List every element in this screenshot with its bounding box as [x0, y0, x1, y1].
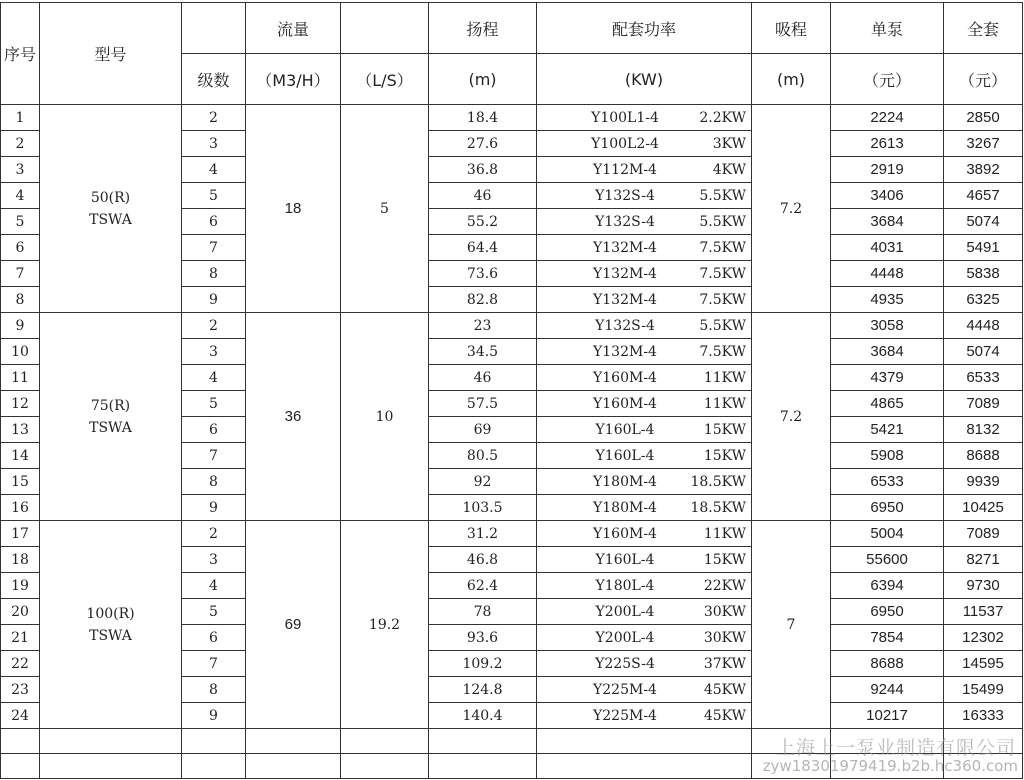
row-power: [537, 209, 752, 235]
empty-cell: [429, 729, 537, 754]
row-unit-price: 3058: [831, 313, 944, 339]
empty-cell: [246, 729, 341, 754]
row-set-price: 15499: [944, 677, 1023, 703]
motor-model: Y132S-4: [595, 213, 655, 230]
row-set-price: 10425: [944, 495, 1023, 521]
row-seq: 18: [1, 547, 40, 573]
row-set-price: 12302: [944, 625, 1023, 651]
motor-kw: 7.5KW: [699, 343, 746, 360]
row-seq: 14: [1, 443, 40, 469]
model-line-1: 100(R): [86, 605, 135, 622]
flow-m3h-cell: 69: [246, 521, 341, 729]
row-stage: 7: [182, 443, 246, 469]
row-head: 55.2: [429, 209, 537, 235]
row-set-price: 7089: [944, 391, 1023, 417]
motor-model: Y200L-4: [595, 603, 655, 620]
row-power: [537, 651, 752, 677]
row-unit-price: 2919: [831, 157, 944, 183]
row-stage: 7: [182, 235, 246, 261]
row-head: 80.5: [429, 443, 537, 469]
watermark-company: 上海上一泵业制造有限公司: [775, 737, 1016, 759]
row-power: [537, 521, 752, 547]
row-seq: 3: [1, 157, 40, 183]
motor-kw: 30KW: [703, 629, 746, 646]
row-seq: 4: [1, 183, 40, 209]
header-head-unit: (m): [429, 54, 537, 105]
empty-cell: [341, 754, 429, 779]
row-set-price: 8132: [944, 417, 1023, 443]
row-head: 36.8: [429, 157, 537, 183]
header-unit-price-unit: （元）: [831, 54, 944, 105]
row-head: 57.5: [429, 391, 537, 417]
suction-cell: 7.2: [752, 313, 831, 521]
row-power: [537, 391, 752, 417]
motor-kw: 11KW: [703, 525, 746, 542]
row-stage: 8: [182, 677, 246, 703]
model-line-1: 50(R): [90, 189, 131, 206]
row-unit-price: 2224: [831, 105, 944, 131]
header-blank: [182, 3, 246, 54]
suction-cell: 7.2: [752, 105, 831, 313]
row-set-price: 4448: [944, 313, 1023, 339]
watermark-site: zyw18301979419.b2b.hc360.com: [762, 757, 1018, 775]
empty-cell: [246, 754, 341, 779]
motor-kw: 11KW: [703, 369, 746, 386]
row-stage: 2: [182, 313, 246, 339]
row-head: 124.8: [429, 677, 537, 703]
motor-model: Y225S-4: [595, 655, 655, 672]
header-seq: 序号: [1, 3, 40, 105]
row-stage: 9: [182, 703, 246, 729]
row-unit-price: 4935: [831, 287, 944, 313]
row-head: 18.4: [429, 105, 537, 131]
row-set-price: 5074: [944, 339, 1023, 365]
row-stage: 5: [182, 391, 246, 417]
row-set-price: 6533: [944, 365, 1023, 391]
row-head: 140.4: [429, 703, 537, 729]
row-head: 103.5: [429, 495, 537, 521]
row-unit-price: 6533: [831, 469, 944, 495]
row-head: 23: [429, 313, 537, 339]
row-stage: 3: [182, 131, 246, 157]
header-row-1: [1, 3, 1023, 54]
motor-model: Y132S-4: [595, 187, 655, 204]
row-seq: 8: [1, 287, 40, 313]
row-unit-price: 5421: [831, 417, 944, 443]
row-stage: 4: [182, 157, 246, 183]
motor-model: Y132M-4: [593, 291, 657, 308]
motor-model: Y132M-4: [593, 343, 657, 360]
row-power: [537, 599, 752, 625]
row-seq: 7: [1, 261, 40, 287]
row-set-price: 5838: [944, 261, 1023, 287]
motor-kw: 37KW: [703, 655, 746, 672]
row-head: 27.6: [429, 131, 537, 157]
row-head: 46: [429, 365, 537, 391]
row-set-price: 9939: [944, 469, 1023, 495]
empty-cell: [1, 754, 40, 779]
row-seq: 15: [1, 469, 40, 495]
row-head: 92: [429, 469, 537, 495]
row-unit-price: 6950: [831, 495, 944, 521]
model-cell: [40, 521, 182, 729]
row-seq: 21: [1, 625, 40, 651]
row-set-price: 14595: [944, 651, 1023, 677]
row-head: 78: [429, 599, 537, 625]
motor-kw: 45KW: [703, 707, 746, 724]
motor-model: Y132S-4: [595, 317, 655, 334]
row-head: 31.2: [429, 521, 537, 547]
row-stage: 6: [182, 209, 246, 235]
header-flow-unit-m3h: （M3/H）: [246, 54, 341, 105]
header-flow-unit-ls: （L/S）: [341, 54, 429, 105]
motor-model: Y180L-4: [595, 577, 655, 594]
motor-kw: 11KW: [703, 395, 746, 412]
row-set-price: 5074: [944, 209, 1023, 235]
row-seq: 6: [1, 235, 40, 261]
row-seq: 12: [1, 391, 40, 417]
row-set-price: 16333: [944, 703, 1023, 729]
motor-model: Y160L-4: [595, 421, 655, 438]
row-seq: 10: [1, 339, 40, 365]
motor-model: Y160M-4: [593, 369, 657, 386]
row-set-price: 9730: [944, 573, 1023, 599]
row-unit-price: 6950: [831, 599, 944, 625]
motor-kw: 7.5KW: [699, 291, 746, 308]
empty-cell: [182, 754, 246, 779]
header-flow-blank: [341, 3, 429, 54]
row-seq: 5: [1, 209, 40, 235]
row-set-price: 7089: [944, 521, 1023, 547]
motor-kw: 2.2KW: [699, 109, 746, 126]
motor-model: Y112M-4: [593, 161, 657, 178]
row-set-price: 6325: [944, 287, 1023, 313]
row-head: 46: [429, 183, 537, 209]
motor-model: Y200L-4: [595, 629, 655, 646]
table-row: [1, 521, 1023, 547]
motor-model: Y132M-4: [593, 265, 657, 282]
row-head: 82.8: [429, 287, 537, 313]
empty-cell: [1, 729, 40, 754]
row-power: [537, 443, 752, 469]
row-set-price: 8271: [944, 547, 1023, 573]
row-seq: 13: [1, 417, 40, 443]
row-seq: 1: [1, 105, 40, 131]
row-stage: 8: [182, 261, 246, 287]
row-unit-price: 3406: [831, 183, 944, 209]
flow-m3h-cell: 36: [246, 313, 341, 521]
header-power-unit: (KW): [537, 54, 752, 105]
motor-kw: 5.5KW: [699, 187, 746, 204]
header-suction: 吸程: [752, 3, 831, 54]
row-seq: 11: [1, 365, 40, 391]
empty-cell: [40, 754, 182, 779]
motor-kw: 18.5KW: [690, 499, 746, 516]
row-power: [537, 703, 752, 729]
row-unit-price: 10217: [831, 703, 944, 729]
row-power: [537, 183, 752, 209]
row-unit-price: 4031: [831, 235, 944, 261]
row-power: [537, 573, 752, 599]
row-unit-price: 5004: [831, 521, 944, 547]
suction-cell: 7: [752, 521, 831, 729]
header-set-price: 全套: [944, 3, 1023, 54]
row-head: 93.6: [429, 625, 537, 651]
row-unit-price: 8688: [831, 651, 944, 677]
motor-kw: 5.5KW: [699, 317, 746, 334]
motor-model: Y225M-4: [593, 707, 657, 724]
row-seq: 19: [1, 573, 40, 599]
motor-model: Y180M-4: [593, 499, 657, 516]
row-power: [537, 261, 752, 287]
row-stage: 9: [182, 495, 246, 521]
model-line-1: 75(R): [90, 397, 131, 414]
flow-ls-cell: 19.2: [341, 521, 429, 729]
row-stage: 2: [182, 521, 246, 547]
row-stage: 9: [182, 287, 246, 313]
row-unit-price: 4865: [831, 391, 944, 417]
row-power: [537, 157, 752, 183]
empty-cell: [429, 754, 537, 779]
motor-kw: 15KW: [703, 551, 746, 568]
motor-model: Y160L-4: [595, 447, 655, 464]
row-set-price: 8688: [944, 443, 1023, 469]
row-unit-price: 2613: [831, 131, 944, 157]
row-seq: 20: [1, 599, 40, 625]
motor-kw: 7.5KW: [699, 265, 746, 282]
model-line-2: TSWA: [89, 211, 132, 228]
empty-cell: [341, 729, 429, 754]
header-unit-price: 单泵: [831, 3, 944, 54]
row-power: [537, 365, 752, 391]
header-set-price-unit: （元）: [944, 54, 1023, 105]
row-stage: 8: [182, 469, 246, 495]
row-seq: 16: [1, 495, 40, 521]
motor-kw: 22KW: [703, 577, 746, 594]
motor-kw: 5.5KW: [699, 213, 746, 230]
row-seq: 9: [1, 313, 40, 339]
model-cell: [40, 313, 182, 521]
empty-cell: [40, 729, 182, 754]
row-stage: 3: [182, 339, 246, 365]
row-unit-price: 55600: [831, 547, 944, 573]
motor-model: Y100L2-4: [591, 135, 659, 152]
row-stage: 4: [182, 573, 246, 599]
motor-kw: 30KW: [703, 603, 746, 620]
row-stage: 3: [182, 547, 246, 573]
row-set-price: 5491: [944, 235, 1023, 261]
row-unit-price: 3684: [831, 209, 944, 235]
row-power: [537, 495, 752, 521]
table-row: [1, 105, 1023, 131]
row-power: [537, 417, 752, 443]
pump-price-table: [0, 2, 1023, 779]
motor-kw: 15KW: [703, 421, 746, 438]
model-line-2: TSWA: [89, 419, 132, 436]
row-seq: 24: [1, 703, 40, 729]
row-stage: 4: [182, 365, 246, 391]
row-stage: 5: [182, 183, 246, 209]
header-suction-unit: (m): [752, 54, 831, 105]
row-power: [537, 105, 752, 131]
empty-cell: [537, 754, 752, 779]
row-set-price: 3267: [944, 131, 1023, 157]
row-seq: 22: [1, 651, 40, 677]
flow-ls-cell: 5: [341, 105, 429, 313]
row-unit-price: 6394: [831, 573, 944, 599]
empty-cell: [182, 729, 246, 754]
motor-model: Y160M-4: [593, 395, 657, 412]
row-power: [537, 547, 752, 573]
row-set-price: 4657: [944, 183, 1023, 209]
row-head: 109.2: [429, 651, 537, 677]
motor-model: Y132M-4: [593, 239, 657, 256]
row-set-price: 11537: [944, 599, 1023, 625]
row-unit-price: 9244: [831, 677, 944, 703]
motor-kw: 3KW: [712, 135, 746, 152]
row-stage: 6: [182, 625, 246, 651]
row-head: 62.4: [429, 573, 537, 599]
motor-kw: 45KW: [703, 681, 746, 698]
model-cell: [40, 105, 182, 313]
row-head: 73.6: [429, 261, 537, 287]
row-stage: 7: [182, 651, 246, 677]
row-head: 69: [429, 417, 537, 443]
row-set-price: 2850: [944, 105, 1023, 131]
motor-model: Y160L-4: [595, 551, 655, 568]
row-power: [537, 235, 752, 261]
row-seq: 23: [1, 677, 40, 703]
row-power: [537, 339, 752, 365]
row-head: 34.5: [429, 339, 537, 365]
row-power: [537, 287, 752, 313]
motor-kw: 18.5KW: [690, 473, 746, 490]
empty-cell: [537, 729, 752, 754]
row-stage: 6: [182, 417, 246, 443]
motor-model: Y100L1-4: [591, 109, 659, 126]
row-stage: 5: [182, 599, 246, 625]
row-power: [537, 625, 752, 651]
row-stage: 2: [182, 105, 246, 131]
motor-kw: 7.5KW: [699, 239, 746, 256]
row-seq: 17: [1, 521, 40, 547]
header-stages: 级数: [182, 54, 246, 105]
row-unit-price: 5908: [831, 443, 944, 469]
header-head: 扬程: [429, 3, 537, 54]
row-power: [537, 313, 752, 339]
motor-model: Y160M-4: [593, 525, 657, 542]
flow-m3h-cell: 18: [246, 105, 341, 313]
row-unit-price: 4379: [831, 365, 944, 391]
table-row: [1, 313, 1023, 339]
motor-model: Y180M-4: [593, 473, 657, 490]
row-unit-price: 4448: [831, 261, 944, 287]
header-model: 型号: [40, 3, 182, 105]
motor-kw: 4KW: [712, 161, 746, 178]
header-power: 配套功率: [537, 3, 752, 54]
row-head: 64.4: [429, 235, 537, 261]
row-unit-price: 3684: [831, 339, 944, 365]
row-power: [537, 677, 752, 703]
row-power: [537, 469, 752, 495]
row-set-price: 3892: [944, 157, 1023, 183]
row-head: 46.8: [429, 547, 537, 573]
model-line-2: TSWA: [89, 627, 132, 644]
row-power: [537, 131, 752, 157]
row-unit-price: 7854: [831, 625, 944, 651]
motor-model: Y225M-4: [593, 681, 657, 698]
flow-ls-cell: 10: [341, 313, 429, 521]
header-flow: 流量: [246, 3, 341, 54]
row-seq: 2: [1, 131, 40, 157]
motor-kw: 15KW: [703, 447, 746, 464]
